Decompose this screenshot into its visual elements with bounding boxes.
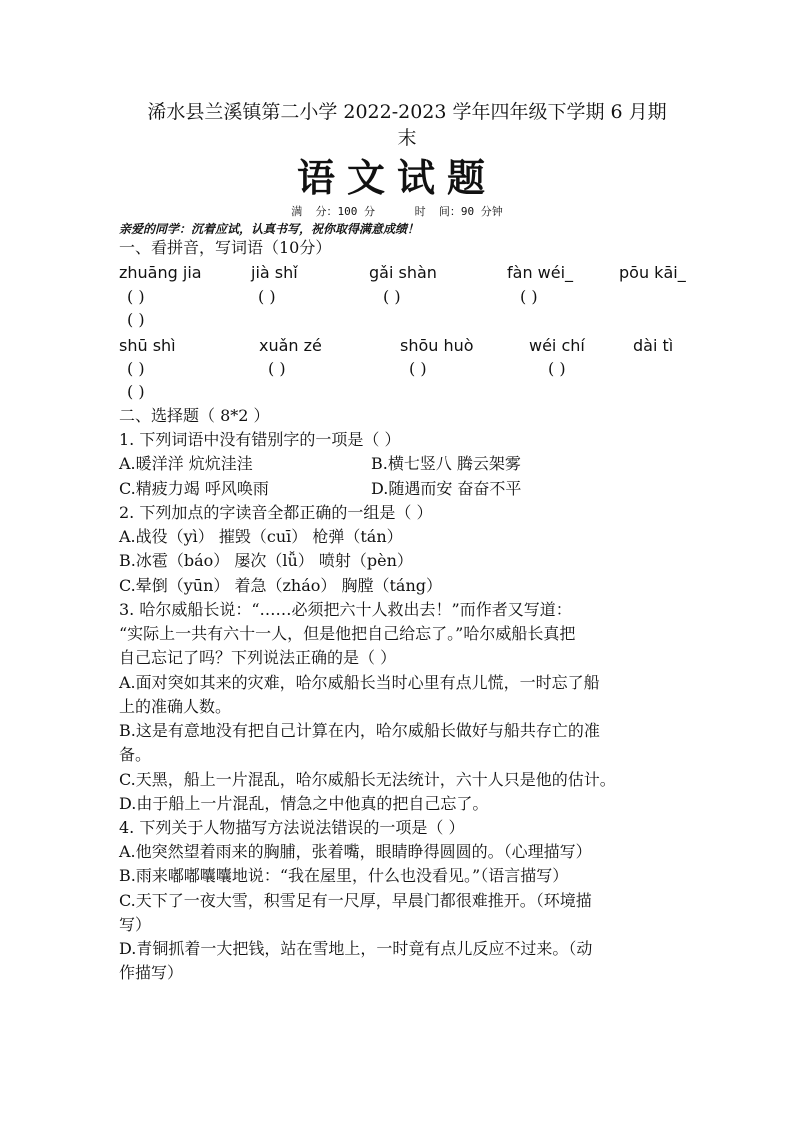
q1-option-a[interactable]: A.暖洋洋 炕炕洼洼 xyxy=(119,454,253,473)
answer-blank-5[interactable]: ( ) xyxy=(127,310,145,329)
pinyin-10: dài tì xyxy=(633,336,674,355)
q1-option-c[interactable]: C.精疲力竭 呼风唤雨 xyxy=(119,479,269,498)
answer-blank-6[interactable]: ( ) xyxy=(127,359,145,378)
section1-heading: 一、看拼音，写词语（10分） xyxy=(119,238,332,257)
answer-blank-9[interactable]: ( ) xyxy=(548,359,566,378)
q4-option-b[interactable]: B.雨来嘟嘟囔囔地说：“我在屋里，什么也没看见。”（语言描写） xyxy=(119,866,569,885)
q2-option-a[interactable]: A.战役（yì） 摧毁（cuī） 枪弹（tán） xyxy=(119,527,403,546)
pinyin-1: zhuāng jia xyxy=(119,263,202,282)
q3-option-c[interactable]: C.天黑，船上一片混乱，哈尔威船长无法统计，六十人只是他的估计。 xyxy=(119,770,616,789)
exam-title-line2: 末 xyxy=(397,127,417,149)
q3-stem-line3: 自己忘记了吗？下列说法正确的是（ ） xyxy=(119,648,397,667)
q4-option-a[interactable]: A.他突然望着雨来的胸脯，张着嘴，眼睛睁得圆圆的。（心理描写） xyxy=(119,842,592,861)
pinyin-7: xuǎn zé xyxy=(259,336,322,355)
answer-blank-1[interactable]: ( ) xyxy=(127,287,145,306)
answer-blank-8[interactable]: ( ) xyxy=(409,359,427,378)
q3-option-b-line1[interactable]: B.这是有意地没有把自己计算在内，哈尔威船长做好与船共存亡的准 xyxy=(119,721,600,740)
pinyin-2: jià shǐ xyxy=(251,263,298,282)
q2-option-b[interactable]: B.冰雹（báo） 屡次（lǚ） 喷射（pèn） xyxy=(119,551,413,570)
answer-blank-10[interactable]: ( ) xyxy=(127,382,145,401)
q4-option-d-line1[interactable]: D.青铜抓着一大把钱，站在雪地上，一时竟有点儿反应不过来。（动 xyxy=(119,939,593,958)
q4-option-d-line2[interactable]: 作描写） xyxy=(119,963,184,982)
q4-option-c-line2[interactable]: 写） xyxy=(119,915,152,934)
q3-option-b-line2[interactable]: 备。 xyxy=(119,745,152,764)
answer-blank-4[interactable]: ( ) xyxy=(520,287,538,306)
score-time-info: 满 分：100 分 时 间：90 分钟 xyxy=(291,205,503,218)
answer-blank-2[interactable]: ( ) xyxy=(258,287,276,306)
pinyin-8: shōu huò xyxy=(400,336,474,355)
q2-option-c[interactable]: C.晕倒（yūn） 着急（zháo） 胸膛（táng） xyxy=(119,576,443,595)
q3-stem-line1: 3. 哈尔威船长说：“……必须把六十人救出去！”而作者又写道： xyxy=(119,600,572,619)
q2-stem: 2. 下列加点的字读音全都正确的一组是（ ） xyxy=(119,503,433,522)
pinyin-9: wéi chí xyxy=(529,336,585,355)
pinyin-5: pōu kāi_ xyxy=(619,263,686,282)
q4-option-c-line1[interactable]: C.天下了一夜大雪，积雪足有一尺厚，早晨门都很难推开。（环境描 xyxy=(119,891,592,910)
q3-stem-line2: “实际上一共有六十一人，但是他把自己给忘了。”哈尔威船长真把 xyxy=(119,624,576,643)
q3-option-a-line1[interactable]: A.面对突如其来的灾难，哈尔威船长当时心里有点儿慌，一时忘了船 xyxy=(119,673,600,692)
q4-stem: 4. 下列关于人物描写方法说法错误的一项是（ ） xyxy=(119,818,465,837)
q1-option-d[interactable]: D.随遇而安 奋奋不平 xyxy=(371,479,522,498)
pinyin-6: shū shì xyxy=(119,336,176,355)
answer-blank-7[interactable]: ( ) xyxy=(268,359,286,378)
greeting-text: 亲爱的同学：沉着应试，认真书写，祝你取得满意成绩！ xyxy=(119,222,420,236)
exam-title-line1: 浠水县兰溪镇第二小学 2022-2023 学年四年级下学期 6 月期 xyxy=(147,101,667,123)
main-title: 语文试题 xyxy=(296,155,497,200)
q1-option-b[interactable]: B.横七竖八 腾云架雾 xyxy=(371,454,521,473)
q3-option-a-line2[interactable]: 上的准确人数。 xyxy=(119,697,232,716)
pinyin-4: fàn wéi_ xyxy=(507,263,574,282)
q3-option-d[interactable]: D.由于船上一片混乱，情急之中他真的把自己忘了。 xyxy=(119,794,489,813)
section2-heading: 二、选择题（ 8*2 ） xyxy=(119,406,270,425)
pinyin-3: gǎi shàn xyxy=(369,263,437,282)
answer-blank-3[interactable]: ( ) xyxy=(383,287,401,306)
q1-stem: 1. 下列词语中没有错别字的一项是（ ） xyxy=(119,430,401,449)
